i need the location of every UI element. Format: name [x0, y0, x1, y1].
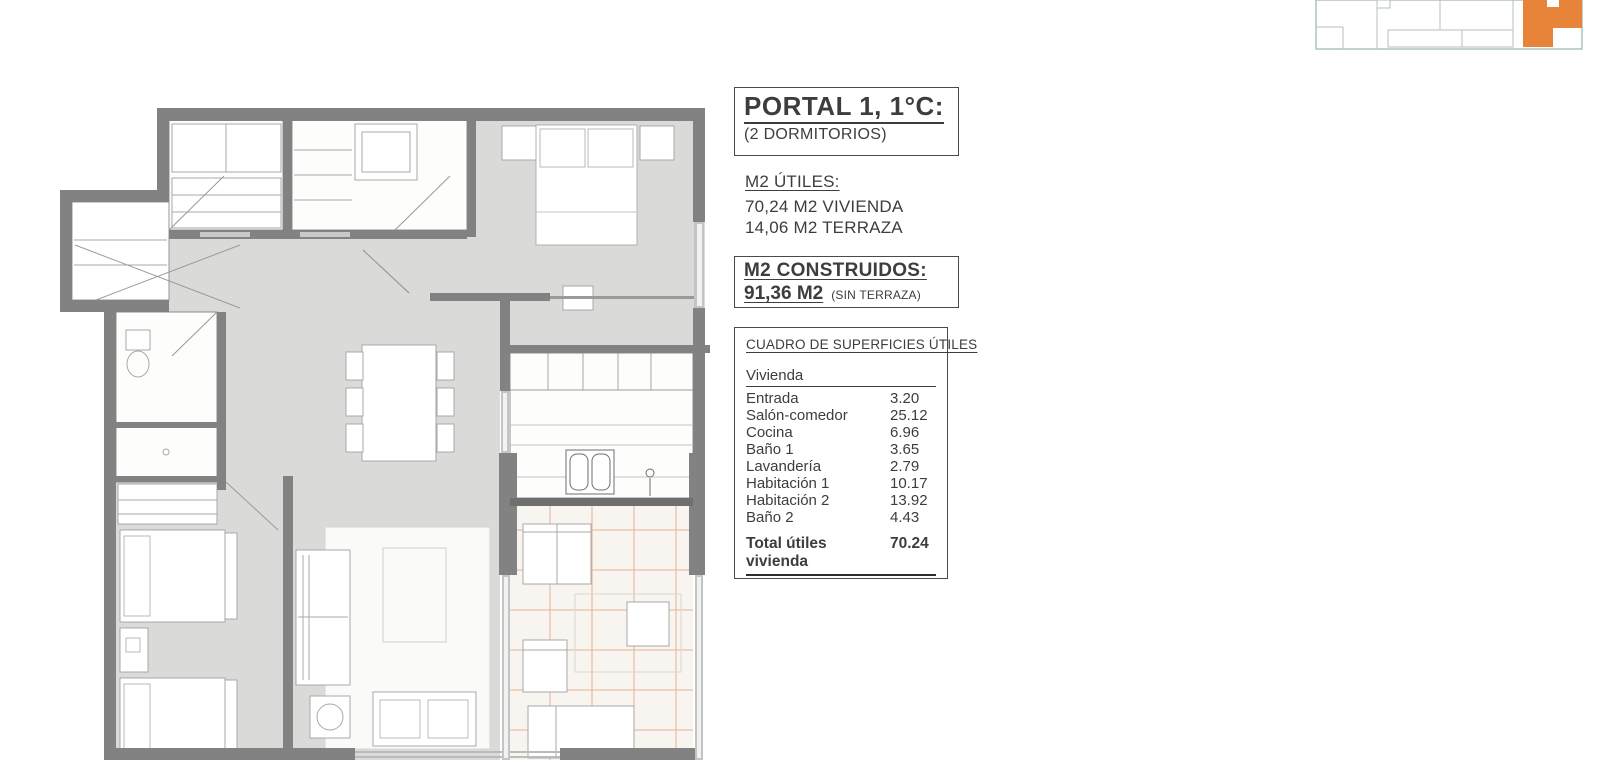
surface-table-box	[734, 327, 978, 579]
wall-bottom	[104, 748, 355, 760]
table-row: Salón-comedor 25.12	[746, 407, 928, 424]
useful-area-heading: M2 ÚTILES:	[745, 172, 840, 191]
table-row: Cocina 6.96	[746, 424, 920, 441]
built-area-row	[744, 283, 958, 305]
terrace-table	[627, 602, 669, 646]
useful-area-line-vivienda: 70,24 M2 VIVIENDA	[745, 196, 904, 216]
built-area-value: 91,36 M2	[744, 283, 824, 304]
terrace-pillar-right	[689, 453, 705, 575]
portal-subtitle: (2 DORMITORIOS)	[744, 126, 887, 144]
dining-table	[362, 345, 436, 461]
wall-left	[104, 312, 116, 760]
terrace-pillar-left	[499, 453, 517, 575]
useful-area-block	[745, 171, 903, 239]
table-row: Baño 2 4.43	[746, 509, 920, 526]
wall-top	[157, 108, 705, 121]
surface-table-group-header: Vivienda	[746, 367, 936, 387]
kitchen-counter-edge	[510, 498, 693, 506]
wall-right-upper	[693, 121, 705, 222]
portal-title-box	[734, 87, 959, 156]
key-plan-notch	[1377, 0, 1390, 8]
built-area-box	[734, 256, 959, 308]
key-plan	[1316, 0, 1582, 49]
built-area-note: (SIN TERRAZA)	[831, 288, 921, 302]
table-row: Lavandería 2.79	[746, 458, 920, 475]
useful-area-line-terraza: 14,06 M2 TERRAZA	[745, 218, 903, 237]
wardrobe	[118, 484, 217, 524]
table-row: Habitación 2 13.92	[746, 492, 928, 509]
table-row: Baño 1 3.65	[746, 441, 920, 458]
nightstand-left	[502, 126, 536, 160]
table-row: Entrada 3.20	[746, 390, 920, 407]
surface-table-title: CUADRO DE SUPERFICIES ÚTILES	[746, 337, 978, 352]
entry-closet	[72, 202, 169, 300]
side-table	[310, 696, 350, 738]
nightstand-right	[640, 126, 674, 160]
terrace-chair	[523, 640, 567, 692]
table-row: Habitación 1 10.17	[746, 475, 928, 492]
built-area-heading: M2 CONSTRUIDOS:	[744, 260, 927, 281]
portal-title: PORTAL 1, 1°C:	[744, 93, 944, 124]
key-plan-unit-notch	[1547, 0, 1559, 7]
table-total-row: Total útiles vivienda 70.24	[746, 535, 936, 576]
